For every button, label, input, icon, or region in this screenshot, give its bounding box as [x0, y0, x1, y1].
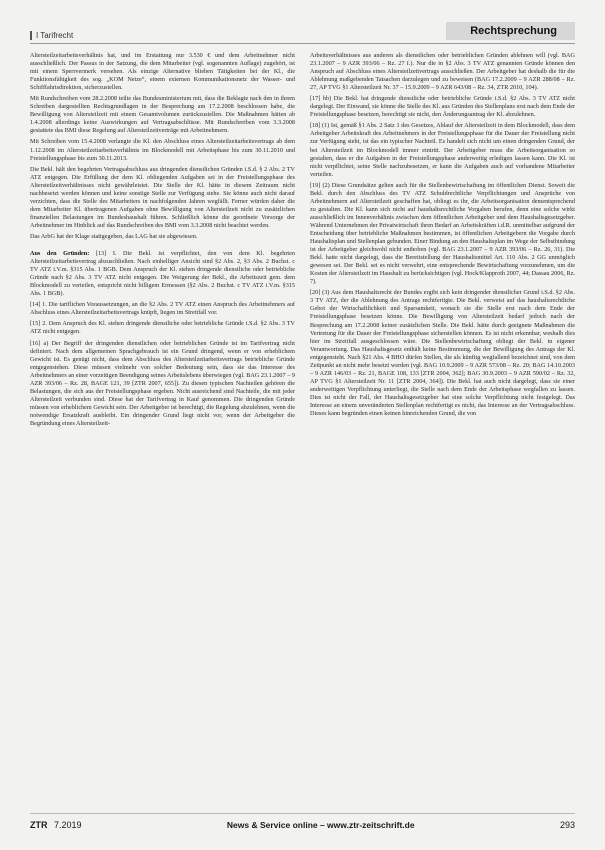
paragraph: [16] a) Der Begriff der dringenden dienstlichen oder betrieblichen Gründe ist im Tarifvertrag nicht definiert. Nach dem allgemeinen Sprachgebrauch ist ein Grund dringend, wenn er von erheblichem Gewicht ist. Es genügt nicht, dass dem Abschluss des Altersteilzeitarbeitsvertrags betriebliche Gründe entgegenstehen. Diese müssen vielmehr von solcher Bedeutung sein, dass sie das Interesse des Arbeitnehmers an einer vorzeitigen Beendigung seines Arbeitslebens überwiegen (vgl. BAG 23.1.2007 – 9 AZR 393/06 – Rz. 28, BAGE 121, 39 [ZTR 2007, 655]). Zu diesen typischen Nachteilen gehören die Belastungen, die sich aus der Freistellungsphase ergeben. Nicht ausreichend sind Nachteile, die mit jeder Altersteilzeit verbunden sind. Diese hat der Tarifvertrag in Kauf genommen. Die dringenden Gründe müssen von erheblichem Gewicht sein. Der Arbeitgeber ist berechtigt, die Regelung abzulehnen, wenn die notwendige Ersatzkraft ausbleibt. Ein dringender Grund liegt nicht vor, wenn der Arbeitgeber die Begründung eines Altersteilzeit- — [30, 339, 295, 427]
footer-divider — [30, 813, 575, 814]
paragraph: [18] (1) Ist, gemäß §1 Abs. 2 Satz 1 des Gesetzes, Ablauf der Altersteilzeit in dem Blockmodell, dass dem Arbeitgeber Arbeitskraft des Arbeitnehmers in der Freistellungsphase für die Dauer der Freistellung nicht zur Verfügung steht, ist das ein typischer Nachteil. Es handelt sich nicht um einen dringenden Grund, der bei Altersteilzeit im Blockmodell immer eintritt. Der Arbeitgeber muss die Arbeitsorganisation so gestalten, dass er die Aufgaben in der Freistellungsphase anderweitig erledigen lassen kann. Die Kl. ist nicht verpflichtet, seine Stelle nachzubesetzen, er kann die Aufgaben auch auf vorhandene Mitarbeiter verteilen. — [310, 122, 575, 178]
paragraph: Arbeitsverhältnisses aus anderen als dienstlichen oder betrieblichen Gründen ablehnen will (vgl. BAG 23.1.2007 – 9 AZR 393/06 – Rz. 27 f.). Nur die in §2 Abs. 3 TV ATZ genannten Gründe können den Anspruch auf Abschluss eines Altersteilzeitvertrags ausschließen. Der Arbeitgeber hat deshalb die für die Ablehnung maßgebenden Tatsachen darzulegen und zu beweisen (BAG 17.2.2009 – 9 AZR 288/08 – Rz. 27, AP TVG §1 Altersteilzeit Nr. 37 – 15.9.2009 – 9 AZR 643/08 – Rz. 34, ZTR 2010, 104). — [310, 52, 575, 92]
article-body — [30, 52, 575, 807]
issue-number: 7.2019 — [54, 820, 82, 830]
right-column — [310, 52, 575, 807]
paragraph: [14] 1. Die tariflichen Voraussetzungen, an die §2 Abs. 2 TV ATZ einen Anspruch des Arbeitnehmers auf Abschluss eines Altersteilzeitarbeitsvertrags knüpft, liegen im Streitfall vor. — [30, 301, 295, 317]
journal-issue — [30, 820, 82, 830]
paragraph: Das ArbG hat der Klage stattgegeben, das LAG hat sie abgewiesen. — [30, 232, 198, 240]
paragraph: Mit Rundschreiben vom 28.2.2008 teilte das Bundesministerium mit, dass die Beklagte nach den in ihrem Schreiben dargestellten Rechtsgrundlagen in der Besprechung am 17.2.2008 beschlossen habe, die Bewilligung von Altersteilzeit mit einem Gesamtvolumen zurückzustellen. Die Maßnahmen hätten ab 1.4.2008 allerdings keine Auswirkungen auf Vertragsabschlüsse. Mit Rundschreiben vom 3.3.2008 gestattete das BMI diese Regelung auf Altersteilzeitverträge mit Arbeitnehmern. — [30, 95, 295, 135]
paragraph: [19] (2) Diese Grundsätze gelten auch für die Stellenbewirtschaftung im öffentlichen Dienst. Soweit die Bekl. durch den Abschluss des TV ATZ Schuldrechtliche Verpflichtungen und Ansprüche von Arbeitnehmern auf Altersteilzeit geschaffen hat, obliegt es ihr, die Arbeitsorganisation dementsprechend zu gestalten. Die Kl. kann sich nicht auf haushaltsrechtliche Vorgaben berufen, denn eine solche wirkt ausschließlich im Innenverhältnis zwischen dem öffentlichen Arbeitgeber und dem Haushaltsgesetzgeber. Während Unternehmen der Privatwirtschaft ihren Bedarf an Arbeitskräften i.d.R. unmittelbar aufgrund der Entscheidung über betriebliche Maßnahmen bestimmen, ist öffentlichen Arbeitgebern die Vorgabe durch Haushaltsplan und Stellenplan gebunden. Einer Bindung an den Haushaltsplan im Wege der Selbstbindung ist der Arbeitgeber gleichwohl nicht enthoben (vgl. BAG 23.1.2007 – 9 AZR 393/06 – Rz. 26, 31). Die Bekl. hatte nicht dargelegt, dass die Bereitstellung der Haushaltsmittel Art. 110 Abs. 2 GG unmöglich gewesen sei. Der Bekl. sei es nicht verwehrt, eine entsprechende Bewirtschaftung vorzunehmen, um die Kosten der Altersteilzeit im Haushalt zu berücksichtigen (vgl. Hock/Klapproth 2007, 44; Dassau 2006, Rz. 7). — [310, 181, 575, 286]
paragraph: [20] (3) Aus dem Haushaltsrecht der Bundes ergibt sich kein dringender dienstlicher Grund i.S.d. §2 Abs. 3 TV ATZ, der die Ablehnung des Antrags rechtfertigte. Die Bekl. verweist auf das haushaltsrechtliche Gebot der Wirtschaftlichkeit und Sparsamkeit, wonach sie die Stelle erst nach dem Ende der Freistellungsphase besetzen könne. Die Bewilligung von Altersteilzeit bedarf jedoch nach der Besprechung am 17.2.2008 keiner zusätzlichen Stelle. Die Bekl. hätte durch geeignete Maßnahmen die Vertretung für die Dauer der Freistellungsphase sicherstellen können. Es ist nicht erkennbar, weshalb dies hier im Streitfall ausgeschlossen wäre. Die Stellenbewirtschaftung obliegt der Bekl. in eigener Verantwortung. Das Haushaltsgesetz enthält keine Bestimmung, die der Bewilligung des Antrags der Kl. entgegensteht. Nach §21 Abs. 4 BHO dürfen Stellen, die als künftig wegfallend bezeichnet sind, von dem Zeitpunkt an nicht mehr besetzt werden (vgl. BAG 10.9.2009 – 9 AZR 573/08 – Rz. 20; BAG 14.10.2003 – 9 AZR 146/03 – Rz. 21, BAGE 108, 133 [ZTR 2004, 362]; BAG 30.9.2003 – 9 AZR 590/02 – Rz. 32, AP TVG §1 Altersteilzeit Nr. 11 [ZTR 2004, 364]). Die Bekl. hat auch nicht dargelegt, dass sie einer anderweitigen Verpflichtung unterliegt, die Stelle nach dem Ende der Arbeitsphase wegfallen zu lassen. Dies ist nicht der Fall, der Haushaltsgesetzgeber hat eine solche Verpflichtung nicht festgelegt. Das Interesse an einem unveränderten Stellenplan rechtfertigt es nicht, das Interesse an der Vertragsabschluss. Dieses kann begründen einen keinen hinreichenden Grund, die von — [310, 289, 575, 418]
paragraph-reasons: Aus den Gründen: [13] I. Die Bekl. ist verpflichtet, den von dem Kl. begehrten Altersteilzeitarbeitsvertrag abzuschließen. Nach einhelliger Ansicht sind §2 Abs. 2, §3 Abs. 2 Buchst. c TV ATZ i.V.m. §315 Abs. 1 BGB. Dem Anspruch der Kl. stehen dringende dienstliche oder betriebliche Gründe nach §2 Abs. 3 TV ATZ nicht entgegen. Die Weigerung der Bekl., die Arbeitszeit gem. dem Blockmodell zu verteilen, entspricht nicht billigem Ermessen (§2 Abs. 2 Buchst. c TV ATZ i.V.m. §315 Abs. 1 BGB). — [30, 250, 295, 298]
page-footer — [30, 818, 575, 832]
paragraph: [17] bb) Die Bekl. hat dringende dienstliche oder betriebliche Gründe i.S.d. §2 Abs. 3 TV ATZ nicht dargelegt. Der Einwand, sie könne die Stelle des Kl. aus Gründen des Stellenplans erst nach dem Ende der Freistellungsphase besetzen, berechtigt sie nicht, den Änderungsantrag der Kl. abzulehnen. — [310, 95, 575, 119]
header-divider — [30, 43, 575, 44]
paragraph: Altersteilzeitarbeitsverhältnis hat, und im Erstattung nur 3.530 € und dem Arbeitnehmer nicht ausschließlich. Der Passus in der Satzung, die dem Mitarbeiter (vgl. sogenannten Auflage) zugehört, ist mit einem Sperrvermerk versehen. Als einzige Alternative blieben Tätigkeiten bei der Kl., die Funktionsfähigkeit des sog. „KOM Netze“, einem externen Kommunikationsnetz der Wasser- und Schifffahrtsdirektion, sicherzustellen. — [30, 52, 295, 92]
journal-name: ZTR — [30, 820, 48, 830]
page-header — [30, 14, 575, 40]
section-tab: Rechtsprechung — [446, 22, 575, 40]
paragraph: [15] 2. Dem Anspruch des Kl. stehen dringende dienstliche oder betriebliche Gründe i.S.d. §2 Abs. 3 TV ATZ nicht entgegen. — [30, 320, 295, 336]
page-number: 293 — [559, 820, 575, 830]
paragraph: Die Bekl. hält den begehrten Vertragsabschluss aus dringenden dienstlichen Gründen i.S.d. § 2 Abs. 2 TV ATZ entgegen. Die Erfüllung der dem Kl. obliegenden Aufgaben sei in der Freistellungsphase des Altersteilzeitverhältnisses nicht gewährleistet. Die Stelle der Kl. hätte in diesem Zeitraum nicht nachbesetzt werden können und keine sonstige Stelle zur Verfügung stehe. Sie könne auch nicht darauf verzichten, dass die Stelle des Mitarbeiters in nachfolgenden Jahren wegfällt. Ferner würden daher die dem Mitarbeiter Kl. übertragenen Aufgaben ohne Bewilligung von Altersteilzeit nicht zu zusätzlichen finanziellen Belastungen im Bundeshaushalt führen. Schließlich könne die geordnete Vorsorge der Arbeitnehmer im Hinblick auf das Rundschreiben des BMI vom 3.3.2008 nicht beachtet werden. — [30, 165, 295, 229]
section-label: I Tarifrecht — [30, 31, 73, 40]
website-link[interactable]: News & Service online – www.ztr-zeitschrift.de — [226, 820, 415, 830]
paragraph: Mit Schreiben vom 15.4.2008 verlangte die Kl. den Abschluss eines Altersteilzeitarbeitsvertrags ab dem 1.12.2008 im Altersteilzeitarbeitsverhältnis im Blockmodell mit Arbeitsphase bis zum 30.11.2010 und Freistellungsphase bis zum 30.11.2013. — [30, 138, 295, 162]
left-column — [30, 52, 295, 807]
